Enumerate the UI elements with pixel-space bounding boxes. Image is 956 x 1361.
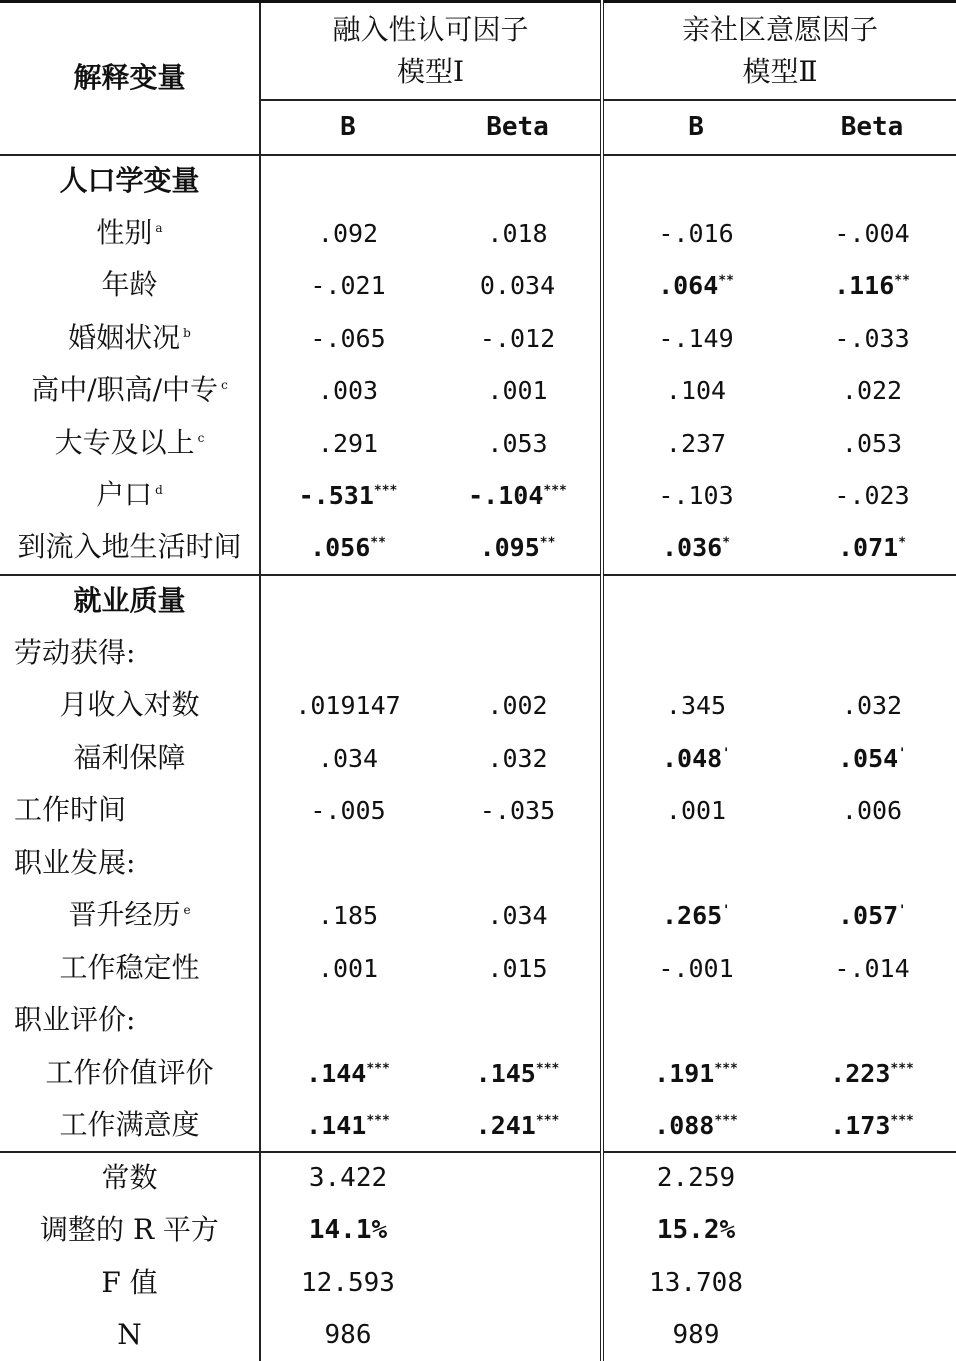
row-label-income: 月收入对数 [59,688,200,722]
table-row [0,312,956,365]
cell-marital-m1-b: -.065 [260,312,435,365]
cell-highschool-m1-beta: .001 [487,376,548,405]
row-label-residence: 到流入地生活时间 [0,522,260,575]
cell-satisfaction-m1-beta: .241*** [435,1100,602,1153]
cell-college-m2-beta: .053 [841,428,903,458]
table-row [0,470,956,523]
col-head-m1-b: B [260,100,435,155]
cell-highschool-m1-b: .003 [260,365,435,418]
header-model-1 [260,2,602,100]
stat-label-constant: 常数 [101,1161,158,1195]
cell-gender-m1-b: .092 [260,207,435,260]
cell-promotion-m1-b: .185 [260,890,435,943]
row-label-age: 年龄 [101,268,158,302]
row-label-stability: 工作稳定性 [59,950,200,984]
stat-label-f: F 值 [101,1265,158,1299]
row-label-hukou: 户口 $^d$ [96,478,163,512]
cell-value-m1-b: .144*** [260,1047,435,1100]
cell-welfare-m2-beta: .054' [838,743,907,773]
cell-stability-m2-beta: -.014 [834,953,910,983]
stat-row-r2 [0,1205,956,1258]
cell-stability-m2-b: -.001 [602,942,788,995]
cell-highschool-m2-beta: .022 [841,376,903,405]
cell-worktime-m1-b: -.005 [260,785,435,838]
cell-hukou-m1-b: -.531*** [260,470,435,523]
stat-constant-m2: 2.259 [602,1152,788,1205]
cell-gender-m2-b: -.016 [602,207,788,260]
group-row-career [0,837,956,890]
cell-marital-m1-beta: -.012 [479,323,556,353]
table-row [0,207,956,260]
stat-row-constant [0,1152,956,1205]
cell-hukou-m1-beta: -.104*** [468,481,567,510]
table-row [0,732,956,785]
cell-residence-m2-b: .036* [602,522,788,575]
cell-satisfaction-m2-beta: .173*** [788,1100,956,1153]
table-row [0,260,956,313]
group-row-evaluation [0,995,956,1048]
group-label-labor: 劳动获得: [14,635,136,669]
cell-promotion-m2-b: .265' [602,890,788,943]
model-2-name: 模型Ⅱ [742,54,818,88]
stat-r2-m2: 15.2% [602,1205,788,1258]
cell-gender-m1-beta: .018 [487,218,548,248]
row-label-welfare: 福利保障 [73,740,186,774]
row-label-worktime: 工作时间 [14,793,127,827]
row-label-highschool: 高中/职高/中专 $^c$ [31,373,228,407]
cell-value-m2-beta: .223*** [830,1058,914,1088]
col-head-m1-beta: Beta [435,100,602,155]
stat-label-r2: 调整的 R 平方 [40,1213,219,1247]
cell-hukou-m2-b: -.103 [602,470,788,523]
table-row [0,680,956,733]
cell-value-m1-beta: .145*** [475,1058,560,1088]
stat-row-f [0,1257,956,1310]
cell-residence-m2-beta: .071* [788,522,956,575]
cell-worktime-m2-beta: .006 [841,796,903,825]
row-label-college: 大专及以上 $^c$ [54,425,205,459]
row-label-gender: 性别 $^a$ [96,215,163,249]
stat-label-n: N [0,1310,260,1361]
cell-college-m2-b: .237 [602,417,788,470]
cell-residence-m1-beta: .095** [435,522,602,575]
cell-worktime-m1-beta: -.035 [479,796,556,825]
cell-worktime-m2-b: .001 [602,785,788,838]
cell-marital-m2-beta: -.033 [834,323,910,353]
cell-age-m1-beta: 0.034 [479,271,556,300]
stat-n-m1: 986 [260,1310,435,1361]
col-head-m2-beta: Beta [788,100,956,155]
stat-f-m2: 13.708 [602,1257,788,1310]
table-row [0,365,956,418]
table-row [0,785,956,838]
group-label-career: 职业发展: [14,845,136,879]
cell-value-m2-b: .191*** [602,1047,788,1100]
cell-hukou-m2-beta: -.023 [834,481,910,510]
cell-highschool-m2-b: .104 [602,365,788,418]
cell-promotion-m1-beta: .034 [487,901,548,930]
section-row-demographic [0,155,956,208]
stat-row-n [0,1310,956,1361]
section-title-employment: 就业质量 [73,583,186,617]
cell-age-m1-b: -.021 [260,260,435,313]
cell-stability-m1-b: .001 [260,942,435,995]
cell-residence-m1-b: .056** [260,522,435,575]
table-row [0,942,956,995]
cell-promotion-m2-beta: .057' [838,901,907,930]
header-model-2 [602,2,956,100]
col-head-m2-b: B [602,100,788,155]
model-2-title: 亲社区意愿因子 [682,12,879,46]
header-variable-label: 解释变量 [0,2,260,155]
model-1-name: 模型Ⅰ [396,54,465,88]
cell-welfare-m1-b: .034 [260,732,435,785]
cell-income-m2-b: .345 [602,680,788,733]
row-label-satisfaction: 工作满意度 [0,1100,260,1153]
table-row [0,1047,956,1100]
row-label-promotion: 晋升经历 $^e$ [68,898,191,932]
row-label-value: 工作价值评价 [45,1055,214,1089]
model-1-title: 融入性认可因子 [332,12,529,46]
cell-gender-m2-beta: -.004 [834,218,910,248]
cell-income-m1-b: .019147 [260,680,435,733]
cell-income-m2-beta: .032 [841,691,903,720]
cell-college-m1-beta: .053 [487,428,548,458]
cell-college-m1-b: .291 [260,417,435,470]
cell-income-m1-beta: .002 [487,691,548,720]
stat-r2-m1: 14.1% [260,1205,435,1258]
section-row-employment [0,575,956,628]
stat-constant-m1: 3.422 [260,1152,435,1205]
table-row [0,890,956,943]
cell-stability-m1-beta: .015 [487,953,548,983]
cell-welfare-m2-b: .048' [602,732,788,785]
cell-age-m2-b: .064** [602,260,788,313]
cell-satisfaction-m1-b: .141*** [260,1100,435,1153]
cell-age-m2-beta: .116** [834,271,910,300]
section-title-demographic: 人口学变量 [59,163,200,197]
cell-marital-m2-b: -.149 [602,312,788,365]
row-label-marital: 婚姻状况 $^b$ [68,320,191,354]
table-row [0,417,956,470]
stat-n-m2: 989 [602,1310,788,1361]
table-row [0,1100,956,1153]
group-row-labor [0,627,956,680]
cell-satisfaction-m2-b: .088*** [602,1100,788,1153]
group-label-evaluation: 职业评价: [14,1003,136,1037]
header-row-models [0,2,956,100]
table-row [0,522,956,575]
cell-welfare-m1-beta: .032 [487,743,548,773]
stat-f-m1: 12.593 [260,1257,435,1310]
